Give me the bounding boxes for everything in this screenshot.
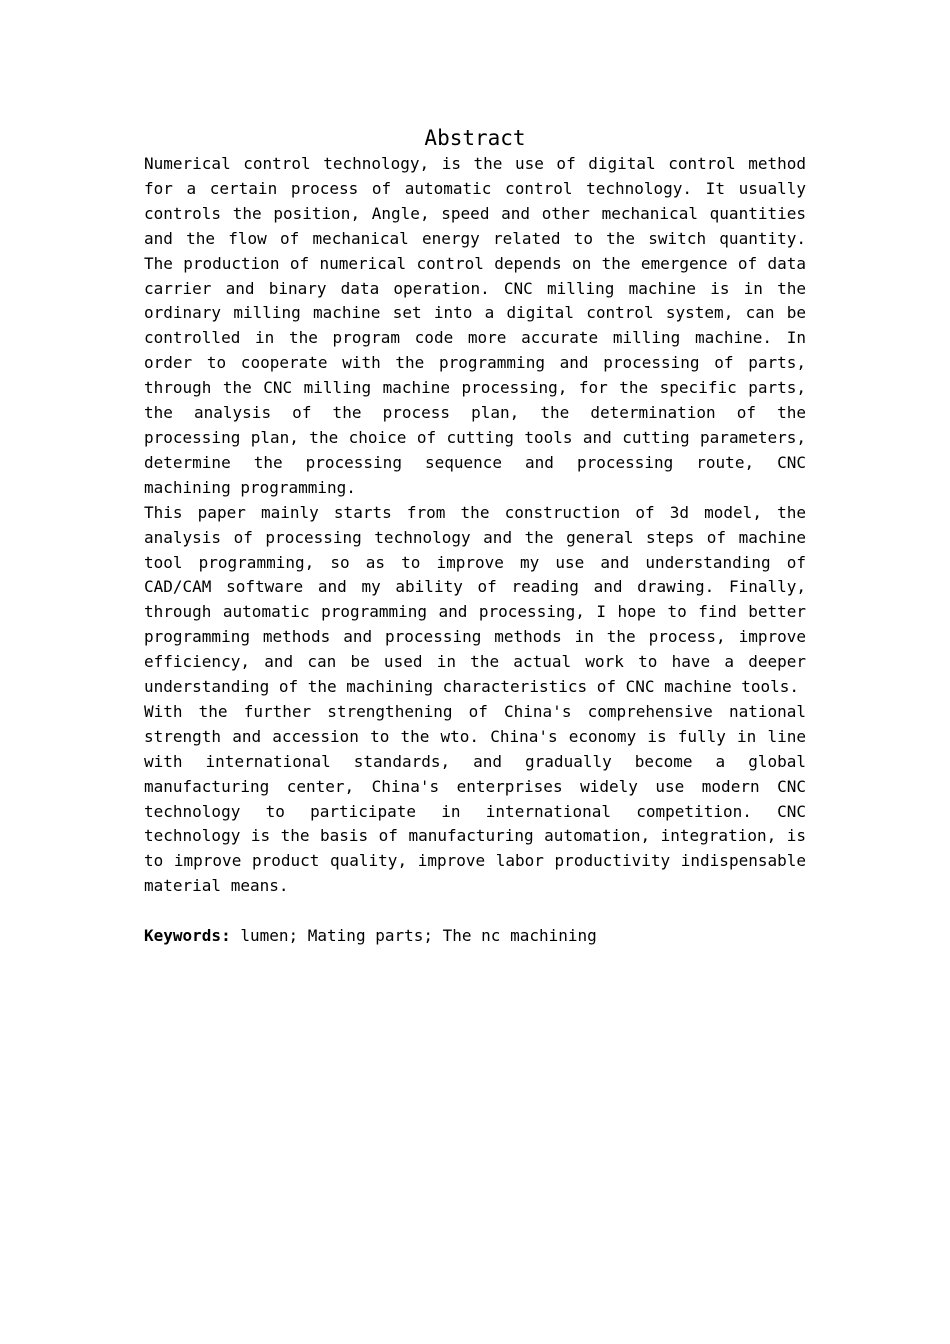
- abstract-paragraph-3: With the further strengthening of China's comprehensive national strength and accession to the wto. China's economy is fully in line with international standards, and gradually become a global manufacturing center, China's enterprises widely use modern CNC technology to participate in international competition. CNC technology is the basis of manufacturing automation, integration, is to improve product quality, improve labor productivity indispensable material means.: [144, 701, 806, 896]
- abstract-title: Abstract: [424, 126, 526, 150]
- keywords-text: lumen; Mating parts; The nc machining: [240, 926, 597, 946]
- abstract-paragraph-1: Numerical control technology, is the use of digital control method for a certain process of automatic control technology. It usually controls the position, Angle, speed and other mechanical quantities and the flow of mechanical energy related to the switch quantity. The production of numerical control depends on the emergence of data carrier and binary data operation. CNC milling machine is in the ordinary milling machine set into a digital control system, can be controlled in the program code more accurate milling machine. In order to cooperate with the programming and processing of parts, through the CNC milling machine processing, for the specific parts, the analysis of the process plan, the determination of the processing plan, the choice of cutting tools and cutting parameters, determine the processing sequence and processing route, CNC machining programming.: [144, 154, 806, 497]
- keywords-line: [144, 924, 806, 949]
- abstract-section: [144, 124, 806, 949]
- keywords-label: Keywords:: [144, 926, 231, 946]
- abstract-paragraph-2: This paper mainly starts from the construction of 3d model, the analysis of processing technology and the general steps of machine tool programming, so as to improve my use and understanding of CAD/CAM software and my ability of reading and drawing. Finally, through automatic programming and processing, I hope to find better programming methods and processing methods in the process, improve efficiency, and can be used in the actual work to have a deeper understanding of the machining characteristics of CNC machine tools.: [144, 502, 806, 697]
